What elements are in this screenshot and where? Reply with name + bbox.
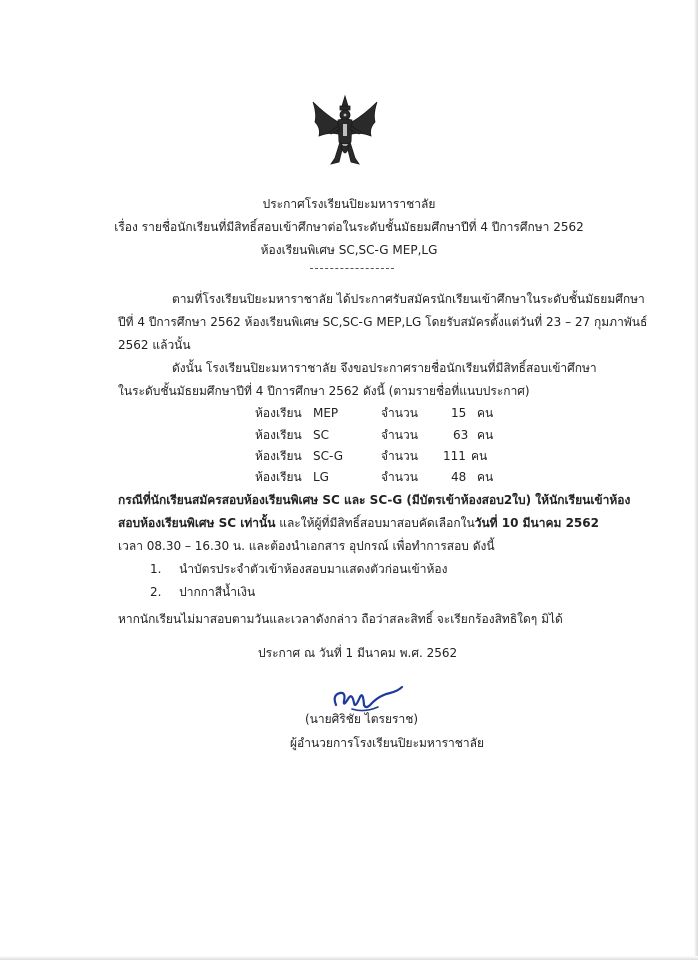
count-unit: คน [477, 470, 494, 484]
page-edge-shadow [694, 0, 698, 960]
list-item [150, 584, 255, 600]
notice-emphasis: สอบห้องเรียนพิเศษ SC เท่านั้น [118, 516, 276, 530]
notice-line-3: เวลา 08.30 – 16.30 น. และต้องนำเอกสาร อุปกรณ์ เพื่อทำการสอบ ดังนี้ [118, 539, 495, 553]
count-value: 15 [451, 406, 467, 420]
paragraph-2-line-2: ในระดับชั้นมัธยมศึกษาปีที่ 4 ปีการศึกษา 2562 ดังนี้ (ตามรายชื่อที่แนบประกาศ) [118, 384, 530, 398]
count-value: 48 [451, 470, 467, 484]
room-name: LG [313, 470, 329, 484]
count-value: 63 [453, 428, 469, 442]
garuda-emblem-icon [305, 92, 385, 172]
count-label: จำนวน [381, 449, 418, 463]
list-item-number: 1. [150, 562, 162, 576]
count-unit: คน [471, 449, 488, 463]
exam-date: วันที่ 10 มีนาคม 2562 [474, 516, 599, 530]
announcement-org: ประกาศโรงเรียนปิยะมหาราชาลัย [262, 197, 436, 211]
announcement-subject: เรื่อง รายชื่อนักเรียนที่มีสิทธิ์สอบเข้าศึกษาต่อในระดับชั้นมัธยมศึกษาปีที่ 4 ปีการศึกษา 2562 [114, 220, 584, 234]
list-item-number: 2. [150, 585, 162, 599]
header-divider [310, 268, 394, 269]
list-item-text: นำบัตรประจำตัวเข้าห้องสอบมาแสดงตัวก่อนเข้าห้อง [179, 562, 448, 576]
paragraph-1-line-1: ตามที่โรงเรียนปิยะมหาราชาลัย ได้ประกาศรับสมัครนักเรียนเข้าศึกษาในระดับชั้นมัธยมศึกษา [172, 292, 645, 306]
count-value: 111 [443, 449, 466, 463]
paragraph-1-line-2: ปีที่ 4 ปีการศึกษา 2562 ห้องเรียนพิเศษ SC,SC-G MEP,LG โดยรับสมัครตั้งแต่วันที่ 23 – 27 กุมภาพันธ์ [118, 315, 648, 329]
list-item [150, 561, 447, 577]
list-item-text: ปากกาสีน้ำเงิน [179, 585, 256, 599]
page-bottom-shadow [0, 956, 698, 960]
room-label: ห้องเรียน [255, 406, 302, 420]
warning-text: หากนักเรียนไม่มาสอบตามวันและเวลาดังกล่าว ถือว่าสละสิทธิ์ จะเรียกร้องสิทธิใดๆ มิได้ [118, 612, 563, 626]
count-label: จำนวน [381, 470, 418, 484]
room-label: ห้องเรียน [255, 449, 302, 463]
count-label: จำนวน [381, 428, 418, 442]
room-name: SC [313, 428, 329, 442]
notice-text: และให้ผู้ที่มีสิทธิ์สอบมาสอบคัดเลือกใน [275, 516, 475, 530]
notice-line-2 [118, 515, 599, 531]
announcement-date: ประกาศ ณ วันที่ 1 มีนาคม พ.ศ. 2562 [258, 646, 458, 660]
signatory-title: ผู้อำนวยการโรงเรียนปิยะมหาราชาลัย [290, 736, 485, 750]
room-name: MEP [313, 406, 339, 420]
count-label: จำนวน [381, 406, 418, 420]
paragraph-1-line-3: 2562 แล้วนั้น [118, 338, 191, 352]
notice-line-1: กรณีที่นักเรียนสมัครสอบห้องเรียนพิเศษ SC และ SC-G (มีบัตรเข้าห้องสอบ2ใบ) ให้นักเรียนเข้าห้อง [118, 493, 631, 507]
count-unit: คน [477, 406, 494, 420]
signatory-name: (นายศิริชัย ไตรยราช) [305, 712, 419, 726]
paragraph-2-line-1: ดังนั้น โรงเรียนปิยะมหาราชาลัย จึงขอประกาศรายชื่อนักเรียนที่มีสิทธิ์สอบเข้าศึกษา [172, 361, 597, 375]
count-unit: คน [477, 428, 494, 442]
room-label: ห้องเรียน [255, 428, 302, 442]
room-label: ห้องเรียน [255, 470, 302, 484]
room-name: SC-G [313, 449, 344, 463]
announcement-rooms-heading: ห้องเรียนพิเศษ SC,SC-G MEP,LG [260, 243, 438, 257]
